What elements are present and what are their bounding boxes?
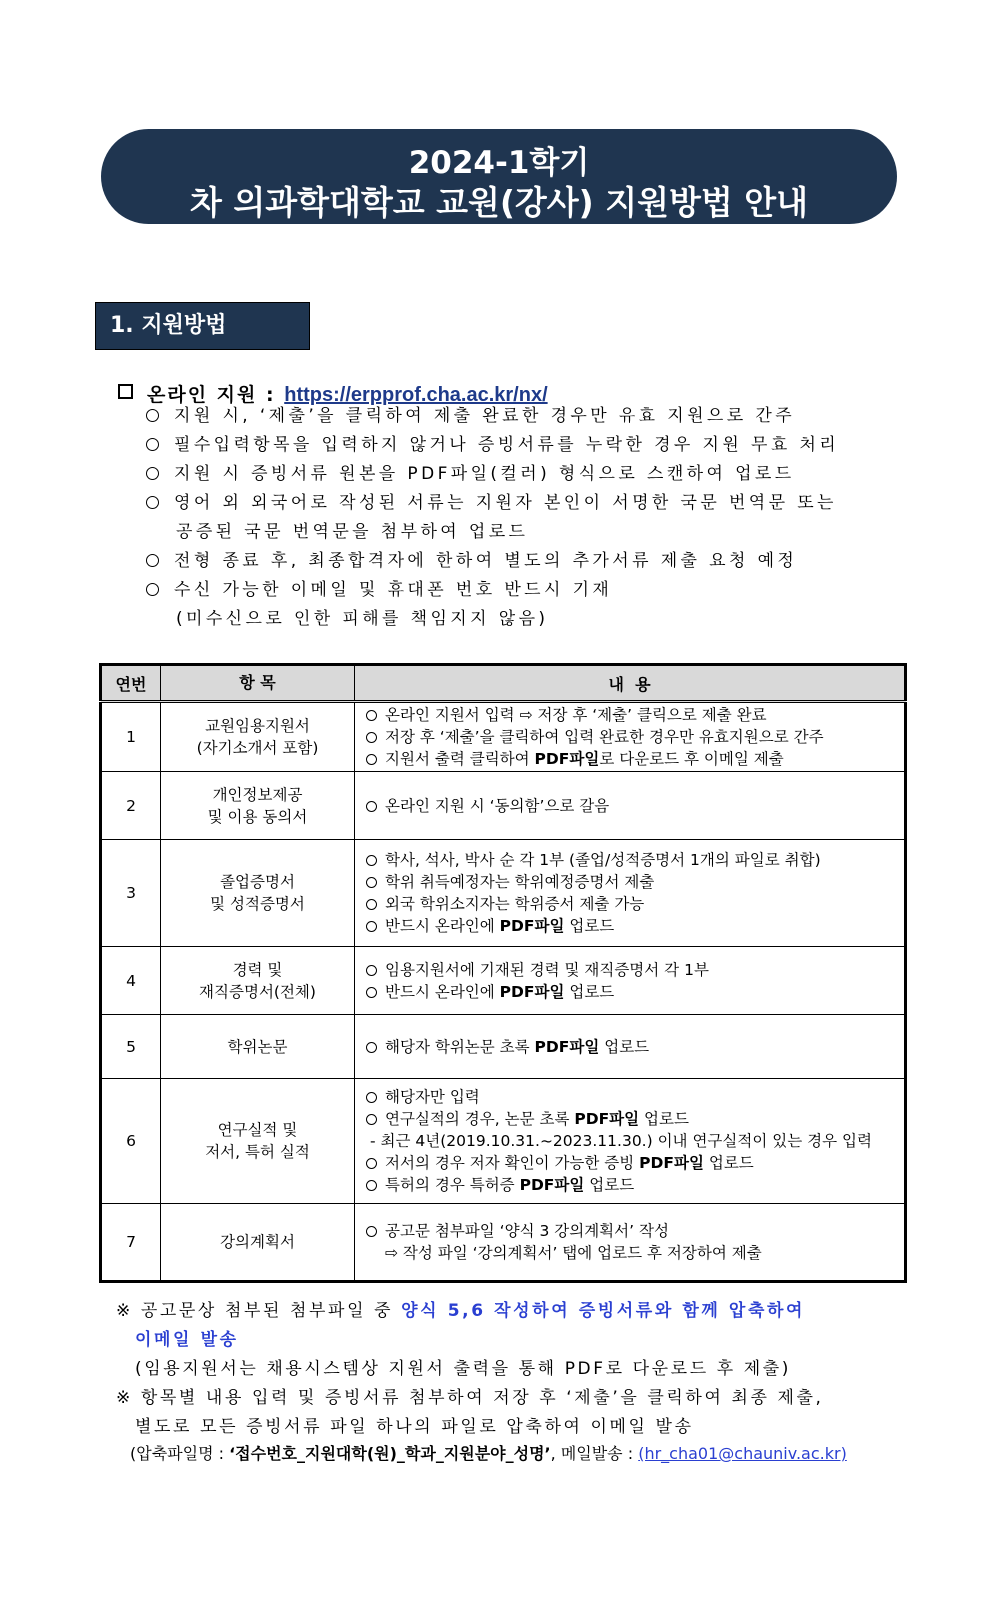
circle-bullet-icon xyxy=(366,732,377,743)
circle-bullet-icon xyxy=(146,554,159,567)
bullet-item: 전형 종료 후, 최종합격자에 한하여 별도의 추가서류 제출 요청 예정 xyxy=(146,546,797,571)
circle-bullet-icon xyxy=(146,467,159,480)
header-no: 연번 xyxy=(101,665,161,702)
circle-bullet-icon xyxy=(366,1042,377,1053)
circle-bullet-icon xyxy=(366,754,377,765)
circle-bullet-icon xyxy=(366,1226,377,1237)
banner-semester: 2024-1학기 xyxy=(408,145,590,181)
table-row: 4 경력 및 재직증명서(전체) 임용지원서에 기재된 경력 및 재직증명서 각 1부 반드시 온라인에 PDF파일 업로드 xyxy=(101,947,906,1015)
checkbox-square-icon xyxy=(118,384,133,399)
header-content: 내 용 xyxy=(355,665,906,702)
circle-bullet-icon xyxy=(366,1158,377,1169)
circle-bullet-icon xyxy=(366,987,377,998)
circle-bullet-icon xyxy=(366,921,377,932)
requirements-table xyxy=(99,663,907,1283)
bullet-item: 지원 시, ‘제출’을 클릭하여 제출 완료한 경우만 유효 지원으로 간주 xyxy=(146,401,795,426)
email-link[interactable]: (hr_cha01@chauniv.ac.kr) xyxy=(638,1444,847,1463)
banner-title: 차 의과학대학교 교원(강사) 지원방법 안내 xyxy=(189,183,809,222)
table-row: 2 개인정보제공 및 이용 동의서 온라인 지원 시 ‘동의함’으로 갈음 xyxy=(101,772,906,840)
circle-bullet-icon xyxy=(146,438,159,451)
note-3: (압축파일명 : ‘접수번호_지원대학(원)_학과_지원분야_성명’, 메일발송 : (hr_cha01@chauniv.ac.kr) xyxy=(130,1444,847,1463)
table-row: 3 졸업증명서 및 성적증명서 학사, 석사, 박사 순 각 1부 (졸업/성적증명서 1개의 파일로 취합) 학위 취득예정자는 학위예정증명서 제출 외국 학위소지자는 학위증서 제출 가능 반드시 온라인에 PDF파일 업로드 xyxy=(101,840,906,947)
table-row: 1 교원임용지원서 (자기소개서 포함) 온라인 지원서 입력 ⇨ 저장 후 ‘제출’ 클릭으로 제출 완료 저장 후 ‘제출’을 클릭하여 입력 완료한 경우만 유효지원으로 간주 지원서 출력 클릭하여 PDF파일로 다운로드 후 이메일 제출 xyxy=(101,702,906,772)
online-label: 온라인 지원 : xyxy=(147,384,276,406)
circle-bullet-icon xyxy=(366,855,377,866)
circle-bullet-icon xyxy=(366,1180,377,1191)
section-title: 1. 지원방법 xyxy=(95,302,310,350)
table-row: 5 학위논문 해당자 학위논문 초록 PDF파일 업로드 xyxy=(101,1015,906,1079)
note-2-cont: 별도로 모든 증빙서류 파일 하나의 파일로 압축하여 이메일 발송 xyxy=(135,1417,694,1437)
circle-bullet-icon xyxy=(146,409,159,422)
bullet-item: 수신 가능한 이메일 및 휴대폰 번호 반드시 기재 xyxy=(146,575,612,600)
circle-bullet-icon xyxy=(146,583,159,596)
circle-bullet-icon xyxy=(366,801,377,812)
bullet-continuation: (미수신으로 인한 피해를 책임지지 않음) xyxy=(176,609,549,629)
apply-url-link[interactable]: https://erpprof.cha.ac.kr/nx/ xyxy=(284,384,548,406)
circle-bullet-icon xyxy=(366,899,377,910)
note-2: ※ 항목별 내용 입력 및 증빙서류 첨부하여 저장 후 ‘제출’을 클릭하여 최종 제출, xyxy=(116,1388,824,1408)
circle-bullet-icon xyxy=(366,710,377,721)
note-1-cont: 이메일 발송 xyxy=(135,1330,239,1350)
table-row: 6 연구실적 및 저서, 특허 실적 해당자만 입력 연구실적의 경우, 논문 초록 PDF파일 업로드 - 최근 4년(2019.10.31.~2023.11.30.) 이내 연구실적이 있는 경우 입력 저서의 경우 저자 확인이 가능한 증빙 PDF파일 업로드 특허의 경우 특허증 PDF파일 업로드 xyxy=(101,1079,906,1204)
title-banner xyxy=(101,129,897,224)
header-item: 항 목 xyxy=(161,665,355,702)
circle-bullet-icon xyxy=(366,1092,377,1103)
bullet-item: 지원 시 증빙서류 원본을 PDF파일(컬러) 형식으로 스캔하여 업로드 xyxy=(146,459,795,484)
circle-bullet-icon xyxy=(146,496,159,509)
circle-bullet-icon xyxy=(366,1114,377,1125)
circle-bullet-icon xyxy=(366,965,377,976)
bullet-continuation: 공증된 국문 번역문을 첨부하여 업로드 xyxy=(176,522,529,542)
table-row: 7 강의계획서 공고문 첨부파일 ‘양식 3 강의계획서’ 작성 ⇨ 작성 파일 ‘강의계획서’ 탭에 업로드 후 저장하여 제출 xyxy=(101,1204,906,1282)
note-1-detail: (임용지원서는 채용시스템상 지원서 출력을 통해 PDF로 다운로드 후 제출) xyxy=(135,1359,792,1379)
circle-bullet-icon xyxy=(366,877,377,888)
bullet-item: 영어 외 외국어로 작성된 서류는 지원자 본인이 서명한 국문 번역문 또는 xyxy=(146,488,837,513)
table-header-row xyxy=(101,665,906,702)
bullet-item: 필수입력항목을 입력하지 않거나 증빙서류를 누락한 경우 지원 무효 처리 xyxy=(146,430,839,455)
note-1: ※ 공고문상 첨부된 첨부파일 중 양식 5,6 작성하여 증빙서류와 함께 압축하여 xyxy=(116,1301,806,1321)
